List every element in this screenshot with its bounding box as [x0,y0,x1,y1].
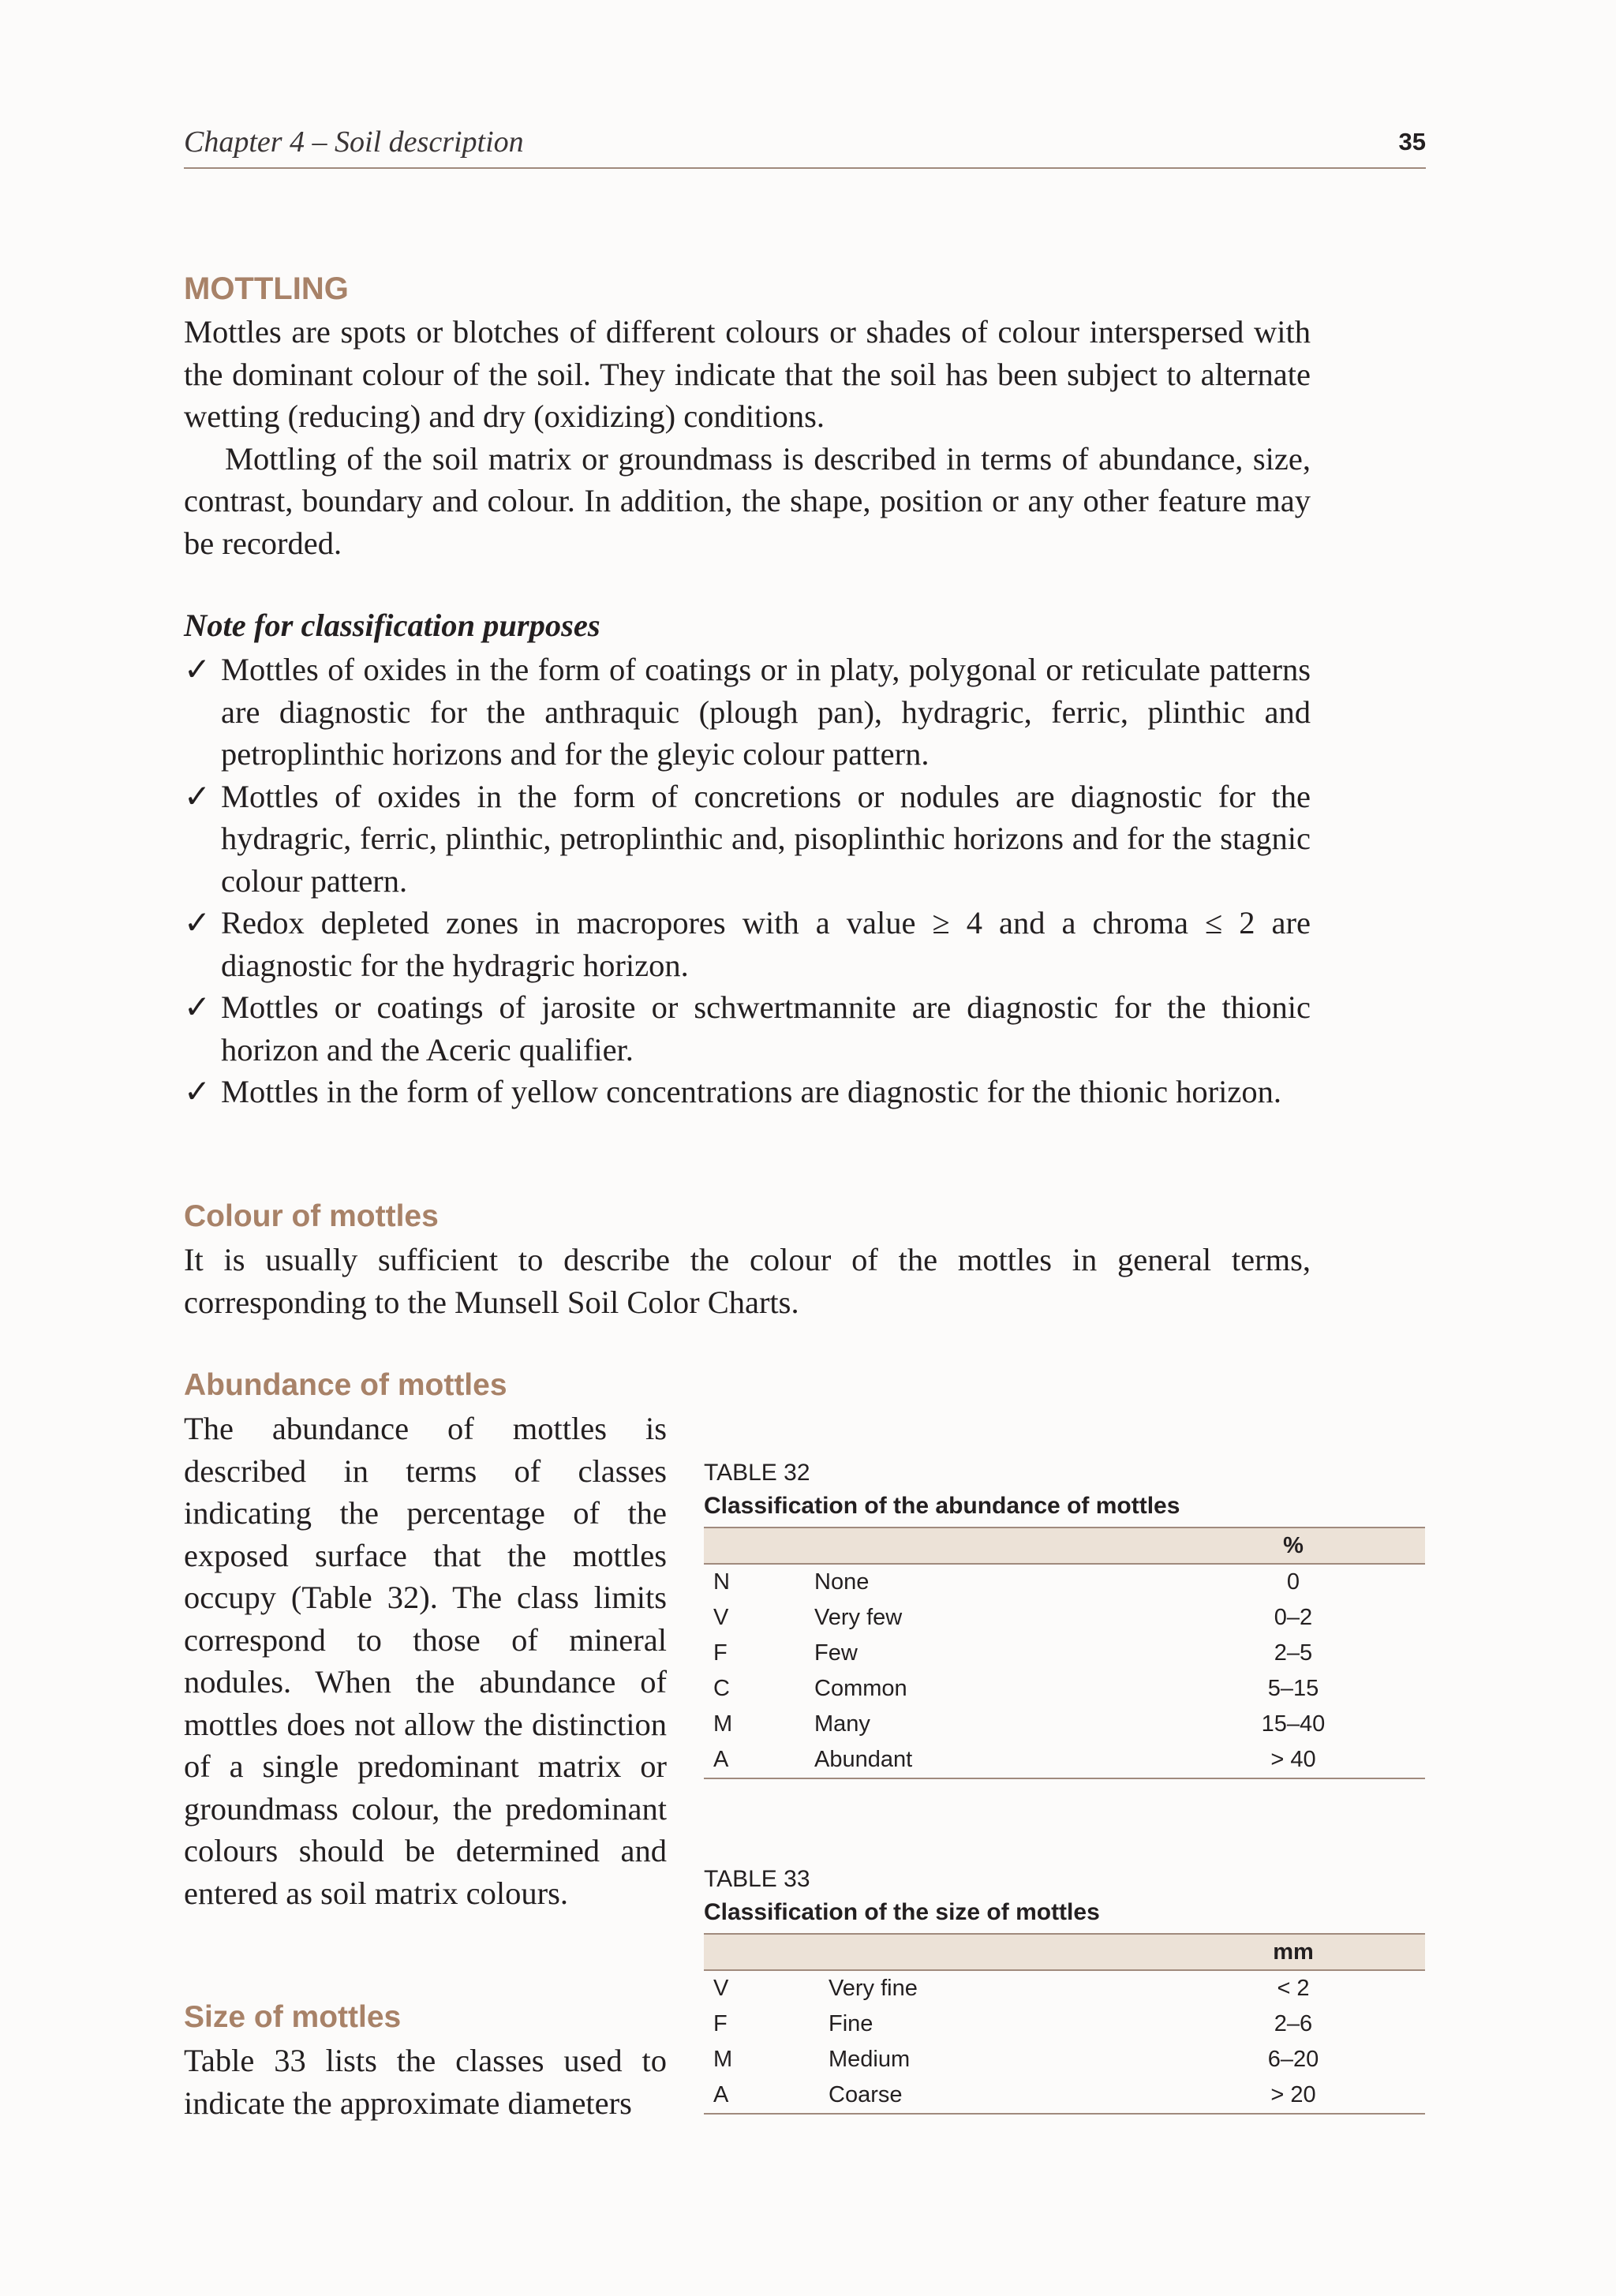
table-header-row [704,1934,1425,1970]
note-item [184,902,1311,986]
section-heading-size: Size of mottles [184,2000,402,2034]
class-value: 6–20 [1267,2047,1319,2072]
class-code: C [713,1676,730,1701]
table-row [704,1970,1425,2006]
class-value: > 20 [1162,2077,1425,2114]
class-value: 2–5 [1274,1640,1313,1666]
class-label: None [814,1569,870,1595]
table-row [704,1600,1425,1636]
class-label: Many [814,1711,870,1737]
table-row [704,1671,1425,1707]
class-value: 0 [1286,1569,1300,1595]
class-code: A [704,2077,829,2114]
class-label: Common [814,1676,907,1701]
running-title: Chapter 4 – Soil description [184,125,524,159]
note-item-text: Mottles or coatings of jarosite or schwertmannite are diagnostic for the thionic horizon and the Aceric qualifier. [221,989,1311,1068]
class-code: M [713,2047,733,2072]
checkmark-icon: ✓ [184,1074,211,1109]
mottling-paragraph-2: Mottling of the soil matrix or groundmass is described in terms of abundance, size, contrast, boundary and colour. In addition, the shape, position or any other feature may be recorded. [184,440,1311,561]
note-item [184,649,1311,776]
section-heading-colour: Colour of mottles [184,1199,439,1233]
note-title: Note for classification purposes [184,608,600,643]
class-label: Abundant [814,1742,1162,1778]
table-row [704,1564,1425,1600]
note-item [184,776,1311,903]
table32 [704,1527,1425,1779]
table-row [704,1742,1425,1778]
class-label: Medium [829,2047,911,2072]
checkmark-icon: ✓ [184,989,211,1025]
note-item-text: Mottles in the form of yellow concentrations are diagnostic for the thionic horizon. [221,1074,1282,1109]
table33-unit-header: mm [1162,1934,1425,1970]
class-value: 0–2 [1274,1605,1313,1630]
table33-number: TABLE 33 [704,1866,810,1892]
class-value: < 2 [1277,1976,1310,2001]
table-header-row [704,1528,1425,1564]
class-value: 2–6 [1274,2011,1313,2036]
class-code: M [713,1711,733,1737]
class-code: F [713,2011,728,2036]
abundance-paragraph: The abundance of mottles is described in terms of classes indicating the percentage of the exposed surface that the mottles occupy (Table 32). The class limits correspond to those of mineral nodules. When the abundance of mottles does not allow the distinction of a single predominant matrix or groundmass colour, the predominant colours should be determined and entered as soil matrix colours. [184,1411,667,1911]
mottling-paragraph-1: Mottles are spots or blotches of different colours or shades of colour interspersed with the dominant colour of the soil. They indicate that the soil has been subject to alternate wetting (reducing) and dry (oxidizing) conditions. [184,314,1311,434]
colour-paragraph: It is usually sufficient to describe the colour of the mottles in general terms, corresponding to the Munsell Soil Color Charts. [184,1242,1311,1320]
page-header [184,120,1426,169]
note-item-text: Redox depleted zones in macropores with a value ≥ 4 and a chroma ≤ 2 are diagnostic for the hydragric horizon. [221,905,1311,983]
checkmark-icon: ✓ [184,905,211,940]
table32-caption [704,1457,1180,1523]
class-code: V [713,1605,729,1630]
table32-number: TABLE 32 [704,1460,810,1486]
note-item-text: Mottles of oxides in the form of coatings or in platy, polygonal or reticulate patterns are diagnostic for the anthraquic (plough pan), hydragric, ferric, plinthic and petroplinthic horizons and for the gleyic colour pattern. [221,652,1311,772]
class-code: V [713,1976,729,2001]
note-item [184,986,1311,1071]
table-row [704,1707,1425,1742]
class-label: Very few [814,1605,903,1630]
note-list [184,649,1311,1113]
mottling-section-body [184,311,1311,564]
table-row [704,2006,1425,2042]
class-value: 15–40 [1261,1711,1326,1737]
section-heading-mottling: MOTTLING [184,271,349,306]
table32-title: Classification of the abundance of mottles [704,1493,1180,1519]
table-row [704,2077,1425,2114]
class-label: Very fine [829,1976,918,2001]
table-row [704,2042,1425,2077]
class-value: > 40 [1162,1742,1425,1778]
table33-caption [704,1863,1100,1929]
size-paragraph: Table 33 lists the classes used to indicate the approximate diameters [184,2043,667,2121]
checkmark-icon: ✓ [184,652,211,687]
class-label: Coarse [829,2077,1162,2114]
class-label: Fine [829,2011,873,2036]
table32-unit-header: % [1162,1528,1425,1564]
note-item [184,1071,1311,1113]
class-code: A [704,1742,814,1778]
class-value: 5–15 [1267,1676,1319,1701]
note-item-text: Mottles of oxides in the form of concretions or nodules are diagnostic for the hydragric, ferric, plinthic, petroplinthic and, pisoplinthic horizons and for the stagnic colour pattern. [221,778,1311,899]
page-number: 35 [1398,128,1426,155]
class-label: Few [814,1640,858,1666]
class-code: N [713,1569,730,1595]
table33-title: Classification of the size of mottles [704,1899,1100,1925]
table-row [704,1636,1425,1671]
table33 [704,1933,1425,2115]
section-heading-abundance: Abundance of mottles [184,1368,507,1402]
checkmark-icon: ✓ [184,778,211,814]
class-code: F [713,1640,728,1666]
